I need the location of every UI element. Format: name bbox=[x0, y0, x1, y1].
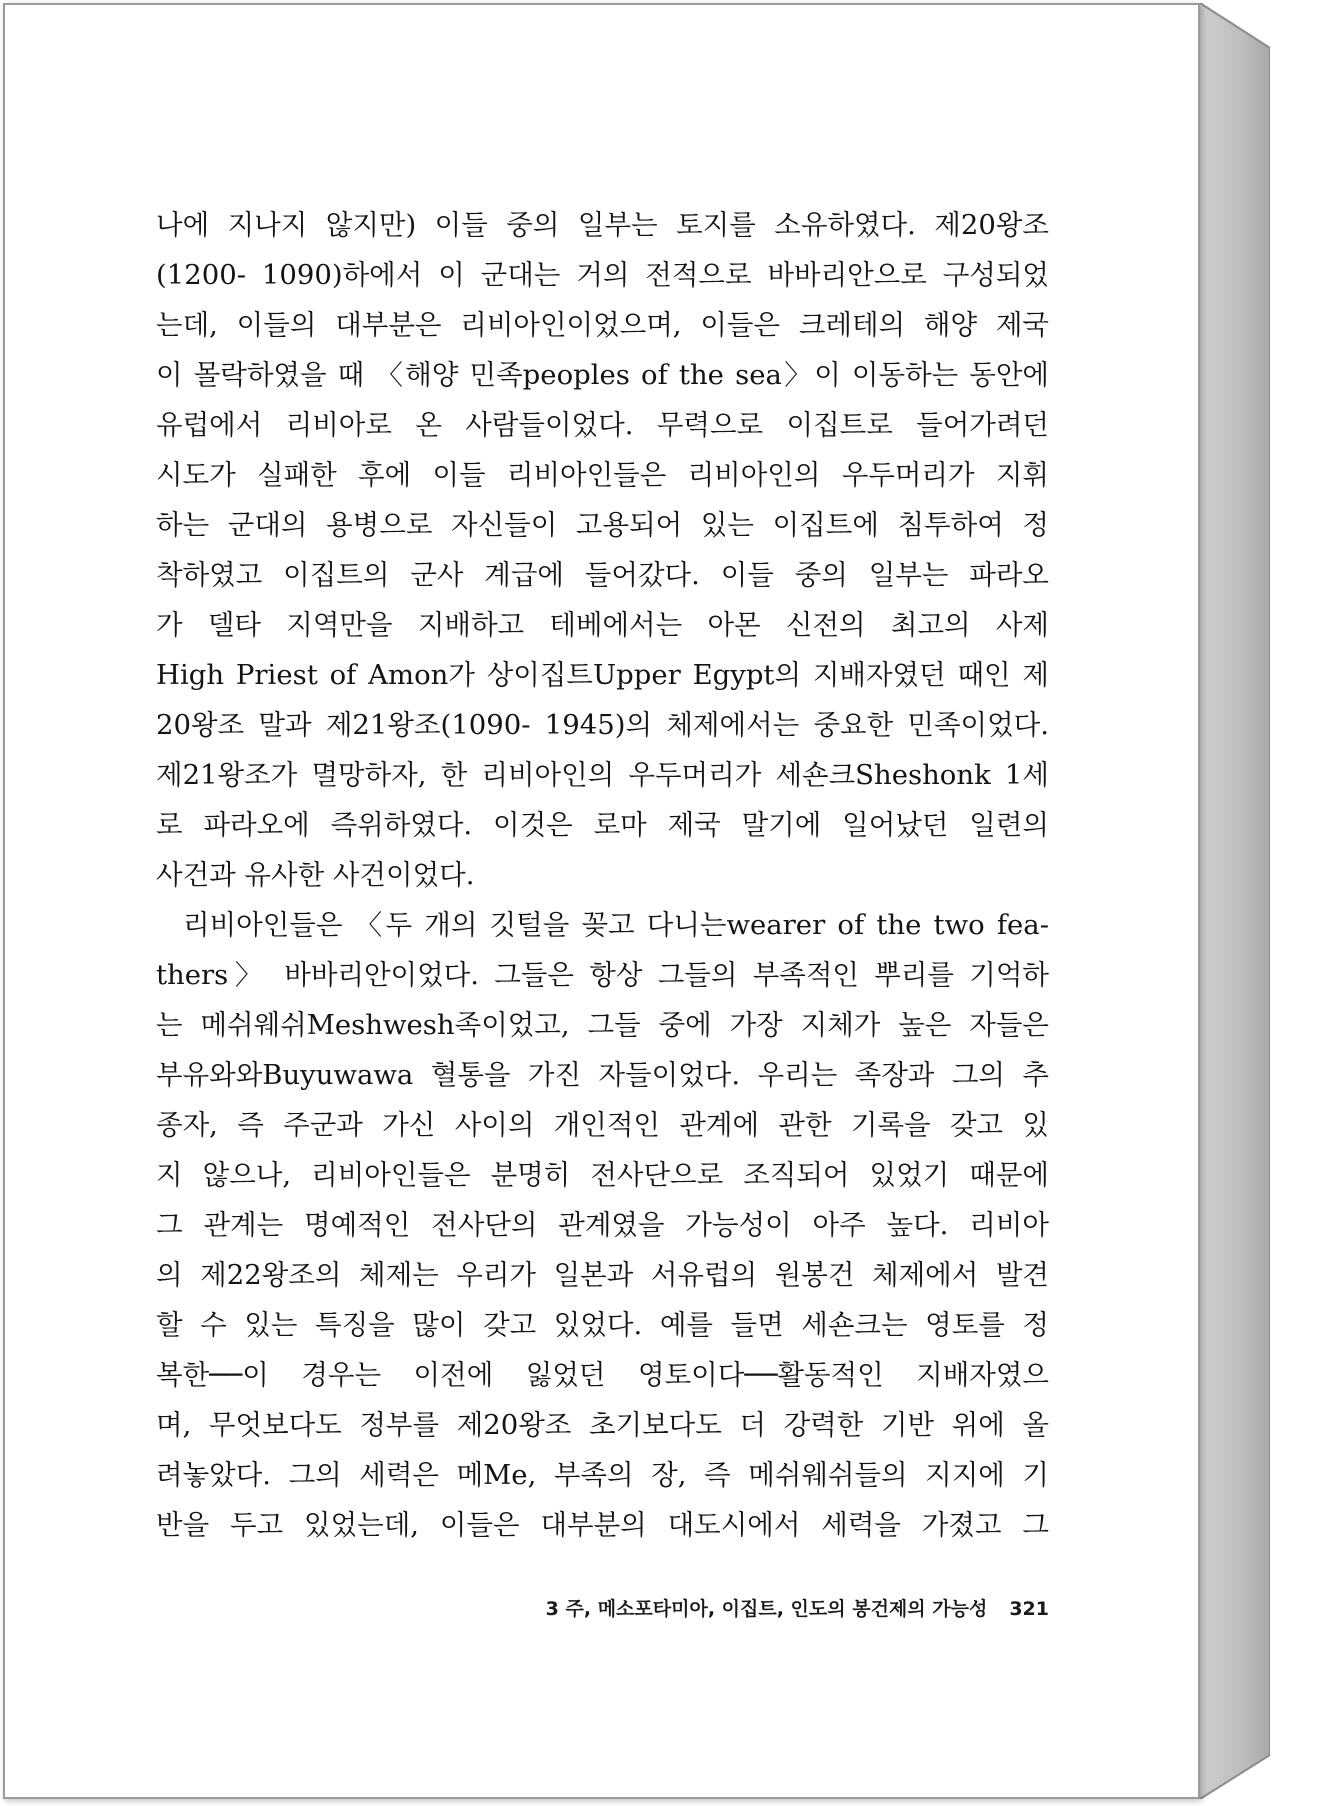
text-line: 복한──이 경우는 이전에 잃었던 영토이다──활동적인 지배자였으 bbox=[156, 1359, 1049, 1391]
text-line: 의 제22왕조의 체제는 우리가 일본과 서유럽의 원봉건 체제에서 발견 bbox=[156, 1259, 1049, 1291]
text-line: 할 수 있는 특징을 많이 갖고 있었다. 예를 들면 세숀크는 영토를 정 bbox=[156, 1309, 1049, 1341]
text-line: 려놓았다. 그의 세력은 메Me, 부족의 장, 즉 메쉬웨쉬들의 지지에 기 bbox=[156, 1459, 1049, 1491]
text-line: 시도가 실패한 후에 이들 리비아인들은 리비아인의 우두머리가 지휘 bbox=[156, 459, 1049, 491]
text-line: 20왕조 말과 제21왕조(1090- 1945)의 체제에서는 중요한 민족이었다. bbox=[156, 709, 1049, 741]
body-text bbox=[156, 200, 1049, 1550]
text-line: 로 파라오에 즉위하였다. 이것은 로마 제국 말기에 일어났던 일련의 bbox=[156, 809, 1049, 841]
text-line: 부유와와Buyuwawa 혈통을 가진 자들이었다. 우리는 족장과 그의 추 bbox=[156, 1059, 1049, 1091]
paragraph-2 bbox=[156, 900, 1049, 1550]
text-line: 제21왕조가 멸망하자, 한 리비아인의 우두머리가 세숀크Sheshonk 1세 bbox=[156, 759, 1049, 791]
text-line: 종자, 즉 주군과 가신 사이의 개인적인 관계에 관한 기록을 갖고 있 bbox=[156, 1109, 1049, 1141]
text-line: 착하였고 이집트의 군사 계급에 들어갔다. 이들 중의 일부는 파라오 bbox=[156, 559, 1049, 591]
text-line: 반을 두고 있었는데, 이들은 대부분의 대도시에서 세력을 가졌고 그 bbox=[156, 1509, 1049, 1541]
text-line: 리비아인들은 〈두 개의 깃털을 꽂고 다니는wearer of the two fea- bbox=[183, 909, 1049, 941]
book-page-edge-outline bbox=[1200, 3, 1270, 1799]
text-line: thers〉 바바리안이었다. 그들은 항상 그들의 부족적인 뿌리를 기억하 bbox=[156, 959, 1049, 991]
text-line: 유럽에서 리비아로 온 사람들이었다. 무력으로 이집트로 들어가려던 bbox=[156, 409, 1049, 441]
text-line: (1200- 1090)하에서 이 군대는 거의 전적으로 바바리안으로 구성되었 bbox=[156, 259, 1049, 291]
text-line: 하는 군대의 용병으로 자신들이 고용되어 있는 이집트에 침투하여 정 bbox=[156, 509, 1049, 541]
text-line: 지 않으나, 리비아인들은 분명히 전사단으로 조직되어 있었기 때문에 bbox=[156, 1159, 1049, 1191]
text-line: 는 메쉬웨쉬Meshwesh족이었고, 그들 중에 가장 지체가 높은 자들은 bbox=[156, 1009, 1049, 1041]
text-line: 사건과 유사한 사건이었다. bbox=[156, 859, 475, 891]
text-line: 그 관계는 명예적인 전사단의 관계였을 가능성이 아주 높다. 리비아 bbox=[156, 1209, 1049, 1241]
text-line: High Priest of Amon가 상이집트Upper Egypt의 지배자였던 때인 제 bbox=[156, 659, 1049, 691]
paragraph-1 bbox=[156, 200, 1049, 900]
text-line: 나에 지나지 않지만) 이들 중의 일부는 토지를 소유하였다. 제20왕조 bbox=[156, 209, 1049, 241]
text-line: 는데, 이들의 대부분은 리비아인이었으며, 이들은 크레테의 해양 제국 bbox=[156, 309, 1049, 341]
running-head: 3 주, 메소포타미아, 이집트, 인도의 봉건제의 가능성 bbox=[545, 1598, 988, 1620]
text-line: 이 몰락하였을 때 〈해양 민족peoples of the sea〉이 이동하는 동안에 bbox=[156, 359, 1049, 391]
text-line: 가 델타 지역만을 지배하고 테베에서는 아몬 신전의 최고의 사제 bbox=[156, 609, 1049, 641]
text-line: 며, 무엇보다도 정부를 제20왕조 초기보다도 더 강력한 기반 위에 올 bbox=[156, 1409, 1049, 1441]
page-footer bbox=[156, 1594, 1049, 1621]
page-number: 321 bbox=[1009, 1598, 1049, 1620]
